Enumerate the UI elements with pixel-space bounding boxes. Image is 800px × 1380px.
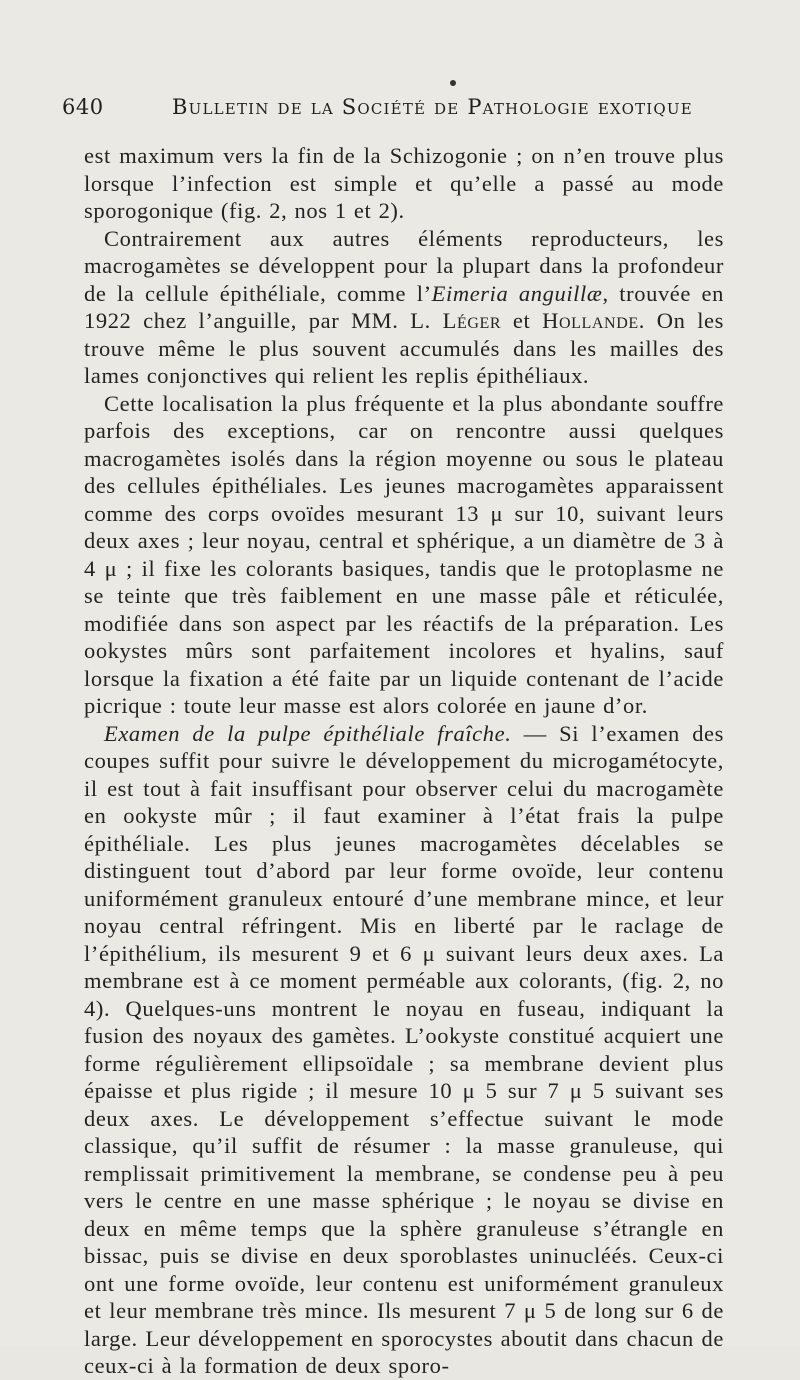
paragraph-4-text: — Si l’examen des coupes suffit pour suivre le développement du microgamétocyte, il est tout à fait insuffisant pour observer celui du macrogamète en ookyste mûr ; il faut examiner à l’état frais la pulpe épithéliale. Les plus jeunes macrogamètes décelables se distinguent tout d’abord par leur forme ovoïde, leur contenu uniformément granuleux entouré d’une membrane mince, et leur noyau central réfringent. Mis en liberté par le raclage de l’épithélium, ils mesurent 9 et 6 μ suivant leurs deux axes. La membrane est à ce moment perméable aux colorants, (fig. 2, no 4). Quelques-uns montrent le noyau en fuseau, indiquant la fusion des noyaux des gamètes. L’ookyste constitué acquiert une forme régulièrement ellipsoïdale ; sa membrane devient plus épaisse et plus rigide ; il mesure 10 μ 5 sur 7 μ 5 suivant ses deux axes. Le développement s’effectue suivant le mode classique, qu’il suffit de résumer : la masse granuleuse, qui remplissait primitivement la membrane, se condense peu à peu vers le centre en une masse sphérique ; le noyau se divise en deux en même temps que la sphère granuleuse s’étrangle en bissac, puis se divise en deux sporoblastes uninucléés. Ceux-ci ont une forme ovoïde, leur contenu est uniformément granuleux et leur membrane très mince. Ils mesurent 7 μ 5 de long sur 6 de large. Leur développement en sporocystes aboutit dans chacun de ceux-ci à la formation de deux sporo- [84, 720, 724, 1378]
paragraph-2-conj: et [501, 308, 543, 333]
running-header [62, 90, 742, 124]
paragraph-4 [84, 720, 724, 1380]
paragraph-2-text: Contrairement aux autres éléments reproducteurs, les macrogamètes se développent pour la plupart dans la profondeur de la cellule épithéliale, comme l’ [84, 225, 724, 306]
species-name: Eimeria anguillæ [431, 280, 603, 306]
paragraph-2 [84, 225, 724, 390]
paragraph-1: est maximum vers la fin de la Schizogonie ; on n’en trouve plus lorsque l’infection est simple et qu’elle a passé au mode sporogonique (fig. 2, nos 1 et 2). [84, 143, 724, 223]
paragraph-2-text-cont: , trouvée en 1922 chez l’anguille, par MM. L. [84, 280, 724, 333]
running-title: Bulletin de la Société de Pathologie exotique [172, 95, 693, 119]
author-name-hollande: Hollande [542, 308, 639, 333]
section-heading: Examen de la pulpe épithéliale fraîche. [104, 720, 512, 746]
paragraph-3: Cette localisation la plus fréquente et la plus abondante souffre parfois des exceptions, car on rencontre aussi quelques macrogamètes isolés dans la région moyenne ou sous le plateau des cellules épithéliales. Les jeunes macrogamètes apparaissent comme des corps ovoïdes mesurant 13 μ sur 10, suivant leurs deux axes ; leur noyau, central et sphérique, a un diamètre de 3 à 4 μ ; il fixe les colorants basiques, tandis que le protoplasme ne se teinte que très faiblement en une masse pâle et réticulée, modifiée dans son aspect par les réactifs de la préparation. Les ookystes mûrs sont parfaitement incolores et hyalins, sauf lorsque la fixation a été faite par un liquide contenant de l’acide picrique : toute leur masse est alors colorée en jaune d’or. [84, 390, 724, 718]
body-text [84, 142, 724, 1380]
author-name-leger: Léger [442, 308, 502, 333]
ink-speck [450, 80, 456, 86]
paragraph-2-text-end: . On les trouve même le plus souvent accumulés dans les mailles des lames conjonctives qui relient les replis épithéliaux. [84, 308, 724, 388]
page-number: 640 [62, 95, 104, 119]
